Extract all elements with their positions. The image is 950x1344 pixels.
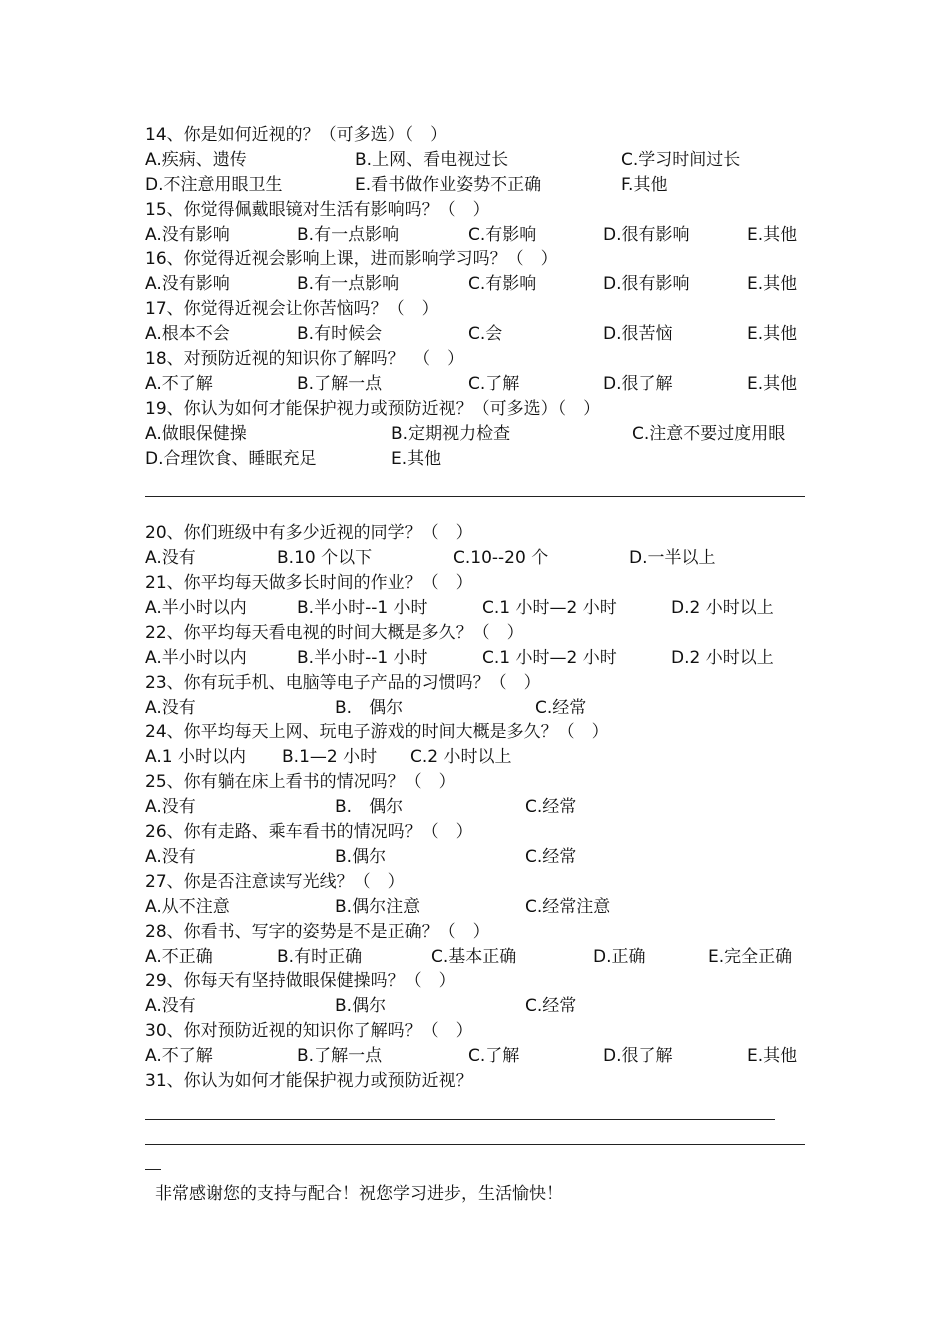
option-row (145, 422, 805, 447)
option-row (145, 546, 805, 571)
answer-option[interactable]: E.其他 (747, 1046, 798, 1067)
answer-option[interactable]: C.1 小时—2 小时 (482, 598, 617, 619)
question-text: 30、你对预防近视的知识你了解吗？（ ） (145, 1021, 473, 1042)
option-row (145, 646, 805, 671)
option-row (145, 845, 805, 870)
answer-option[interactable]: D.很了解 (603, 1046, 673, 1067)
answer-option[interactable]: B.有一点影响 (297, 224, 400, 245)
answer-option[interactable]: B.半小时--1 小时 (297, 598, 428, 619)
answer-option[interactable]: C.学习时间过长 (621, 149, 741, 170)
option-row (145, 148, 805, 173)
question-text: 15、你觉得佩戴眼镜对生活有影响吗？（ ） (145, 199, 490, 220)
question-text: 26、你有走路、乘车看书的情况吗？（ ） (145, 822, 473, 843)
question-text: 18、对预防近视的知识你了解吗？ （ ） (145, 349, 465, 370)
answer-option[interactable]: E.其他 (747, 224, 798, 245)
answer-option[interactable]: B.定期视力检查 (391, 423, 511, 444)
answer-option[interactable]: A.没有 (145, 797, 196, 818)
answer-option[interactable]: B.偶尔注意 (335, 896, 421, 917)
answer-option[interactable]: A.没有 (145, 697, 196, 718)
question-text: 20、你们班级中有多少近视的同学？（ ） (145, 523, 473, 544)
answer-option[interactable]: D.不注意用眼卫生 (145, 174, 283, 195)
answer-option[interactable]: A.从不注意 (145, 896, 230, 917)
answer-option[interactable]: B.了解一点 (297, 373, 383, 394)
answer-option[interactable]: C.经常 (525, 996, 577, 1017)
option-row (145, 173, 805, 198)
answer-option[interactable]: A.1 小时以内 (145, 747, 246, 768)
option-row (145, 1044, 805, 1069)
answer-option[interactable]: A.做眼保健操 (145, 423, 247, 444)
answer-option[interactable]: D.很有影响 (603, 224, 690, 245)
question-text: 14、你是如何近视的？（可多选）（ ） (145, 125, 448, 145)
question-text: 29、你每天有坚持做眼保健操吗？（ ） (145, 971, 456, 992)
answer-option[interactable]: B.偶尔 (335, 996, 387, 1017)
option-row (145, 223, 805, 248)
answer-option[interactable]: D.2 小时以上 (671, 647, 774, 668)
answer-option[interactable]: D.合理饮食、睡眠充足 (145, 448, 317, 469)
answer-option[interactable]: C.了解 (468, 373, 520, 394)
answer-option[interactable]: C.2 小时以上 (410, 747, 512, 768)
option-row (145, 945, 805, 970)
question-text: 17、你觉得近视会让你苦恼吗？（ ） (145, 299, 439, 320)
answer-option[interactable]: A.没有影响 (145, 274, 230, 295)
answer-option[interactable]: A.没有 (145, 846, 196, 867)
option-row (145, 272, 805, 297)
answer-option[interactable]: A.半小时以内 (145, 647, 247, 668)
option-row (145, 696, 805, 721)
answer-option[interactable]: B. 偶尔 (335, 697, 404, 718)
question-list (145, 123, 805, 1094)
option-row (145, 447, 805, 472)
answer-option[interactable]: B. 偶尔 (335, 797, 404, 818)
option-row (145, 596, 805, 621)
answer-option[interactable]: C.经常 (525, 797, 577, 818)
answer-option[interactable]: E.看书做作业姿势不正确 (355, 174, 542, 195)
question-text: 25、你有躺在床上看书的情况吗？（ ） (145, 772, 456, 793)
answer-option[interactable]: E.其他 (747, 373, 798, 394)
answer-option[interactable]: E.完全正确 (708, 946, 793, 967)
answer-option[interactable]: D.很有影响 (603, 274, 690, 295)
answer-option[interactable]: B.了解一点 (297, 1046, 383, 1067)
answer-option[interactable]: E.其他 (391, 448, 442, 469)
answer-option[interactable]: A.不了解 (145, 1046, 213, 1067)
answer-option[interactable]: B.有时正确 (277, 946, 363, 967)
answer-option[interactable]: A.没有影响 (145, 224, 230, 245)
question-text: 28、你看书、写字的姿势是不是正确？（ ） (145, 921, 490, 942)
answer-option[interactable]: A.不了解 (145, 373, 213, 394)
questionnaire-page (145, 123, 805, 1207)
question-text: 19、你认为如何才能保护视力或预防近视？（可多选）（ ） (145, 398, 601, 419)
option-row (145, 745, 805, 770)
answer-option[interactable]: B.有一点影响 (297, 274, 400, 295)
answer-option[interactable]: F.其他 (621, 174, 668, 195)
answer-option[interactable]: B.1—2 小时 (282, 747, 378, 768)
answer-option[interactable]: C.经常 (535, 697, 587, 718)
answer-option[interactable]: C.有影响 (468, 224, 537, 245)
answer-option[interactable]: A.根本不会 (145, 324, 230, 345)
answer-option[interactable]: D.正确 (593, 946, 646, 967)
question-text: 27、你是否注意读写光线？（ ） (145, 871, 405, 892)
answer-option[interactable]: B.上网、看电视过长 (355, 149, 509, 170)
spacer (145, 1094, 805, 1119)
answer-option[interactable]: B.半小时--1 小时 (297, 647, 428, 668)
answer-option[interactable]: E.其他 (747, 274, 798, 295)
answer-option[interactable]: C.有影响 (468, 274, 537, 295)
answer-option[interactable]: C.注意不要过度用眼 (632, 423, 786, 444)
question-text: 16、你觉得近视会影响上课，进而影响学习吗？（ ） (145, 249, 558, 270)
answer-option[interactable]: A.半小时以内 (145, 598, 247, 619)
answer-option[interactable]: B.10 个以下 (277, 548, 373, 569)
thanks-message: 非常感谢您的支持与配合！祝您学习进步，生活愉快！ (155, 1183, 563, 1204)
question-text: 31、你认为如何才能保护视力或预防近视？ (145, 1070, 473, 1091)
answer-option[interactable]: A.疾病、遗传 (145, 149, 247, 170)
answer-option[interactable]: C.经常 (525, 846, 577, 867)
option-row (145, 372, 805, 397)
question-text: 24、你平均每天上网、玩电子游戏的时间大概是多久？（ ） (145, 722, 609, 743)
answer-option[interactable]: D.很苦恼 (603, 324, 673, 345)
answer-option[interactable]: D.一半以上 (629, 548, 716, 569)
answer-option[interactable]: C.经常注意 (525, 896, 611, 917)
answer-option[interactable]: D.2 小时以上 (671, 598, 774, 619)
answer-option[interactable]: A.没有 (145, 996, 196, 1017)
answer-option[interactable]: E.其他 (747, 324, 798, 345)
answer-option[interactable]: B.偶尔 (335, 846, 387, 867)
option-row (145, 322, 805, 347)
answer-option[interactable]: C.1 小时—2 小时 (482, 647, 617, 668)
option-row (145, 994, 805, 1019)
answer-option[interactable]: C.10--20 个 (453, 548, 549, 569)
question-text: 22、你平均每天看电视的时间大概是多久？（ ） (145, 622, 524, 643)
answer-option[interactable]: C.了解 (468, 1046, 520, 1067)
answer-option[interactable]: C.会 (468, 324, 503, 345)
answer-option[interactable]: A.没有 (145, 548, 196, 569)
question-text: 21、你平均每天做多长时间的作业？（ ） (145, 573, 473, 594)
answer-option[interactable]: A.不正确 (145, 946, 213, 967)
answer-option[interactable]: C.基本正确 (431, 946, 517, 967)
option-row (145, 895, 805, 920)
question-text: 23、你有玩手机、电脑等电子产品的习惯吗？（ ） (145, 672, 541, 693)
answer-option[interactable]: B.有时候会 (297, 324, 383, 345)
answer-option[interactable]: D.很了解 (603, 373, 673, 394)
option-row (145, 795, 805, 820)
